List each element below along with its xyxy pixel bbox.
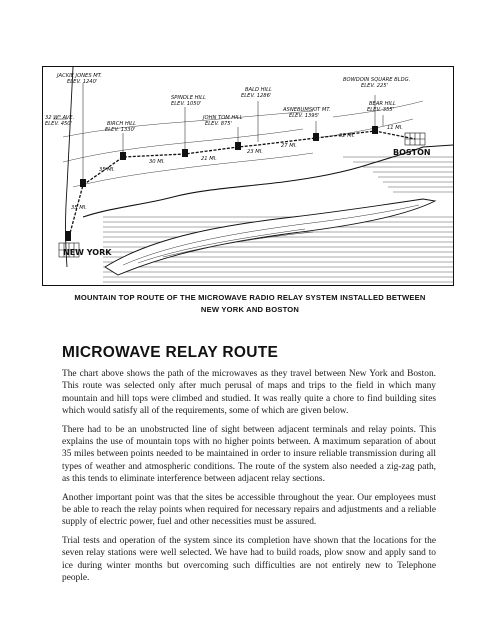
label-bear-elev: ELEV. 355' <box>367 107 395 113</box>
label-bald-hill: BALD HILL <box>245 87 272 93</box>
label-spindle-elev: ELEV. 1050' <box>171 101 202 107</box>
label-john-tom: JOHN TOM HILL <box>203 115 243 121</box>
label-street: 32 Wᴺ AVE. <box>45 115 75 121</box>
label-jackie-jones: JACKIE JONES MT. <box>57 73 102 79</box>
paragraph: Trial tests and operation of the system since its completion have shown that the locations for the seven relay stations were well selected. We have had to build roads, plow snow and apply sand to ice during winter months but overcoming such difficulties are not entirely new to Telephone people. <box>62 535 436 584</box>
distance-label: 35 MI. <box>99 167 115 173</box>
label-birch-hill: BIRCH HILL <box>107 121 137 127</box>
label-birch-elev: ELEV. 1330' <box>105 127 136 133</box>
section-heading: MICROWAVE RELAY ROUTE <box>62 344 279 361</box>
relay-route-map <box>42 66 454 286</box>
distance-label: 30 MI. <box>149 159 165 165</box>
label-new-york: NEW YORK <box>63 248 112 257</box>
body-text <box>62 368 436 591</box>
label-bald-elev: ELEV. 1286' <box>241 93 272 99</box>
label-leaders <box>53 83 383 179</box>
paragraph: The chart above shows the path of the microwaves as they travel between New York and Boston. This route was selected only after much perusal of maps and trips to the field in which many mountain and hill tops were climbed and studied. It was really quite a chore to find building sites which would satisfy all of the requirements, some of which are given below. <box>62 369 436 417</box>
label-john-tom-elev: ELEV. 875' <box>205 121 233 127</box>
map-illustration <box>43 67 453 285</box>
distance-label: 32 MI. <box>339 133 355 139</box>
distance-label: 35 MI. <box>71 205 87 211</box>
label-jackie-elev: ELEV. 1240' <box>67 79 98 85</box>
distance-label: 27 MI. <box>281 143 297 149</box>
label-spindle-hill: SPINDLE HILL <box>171 95 206 101</box>
label-bear-hill: BEAR HILL <box>369 101 396 107</box>
paragraph: There had to be an unobstructed line of sight between adjacent terminals and relay points. This explains the use of mountain tops with no higher points between. A maximum separation of about 35 miles between points needed to be maintained in order to insure reliable transmission during all types of weather and atmospheric conditions. The route of the system also needed a zig-zag path, as this tends to eliminate interference between adjacent relay sections. <box>62 424 436 485</box>
map-caption <box>40 292 460 316</box>
distance-label: 23 MI. <box>247 149 263 155</box>
label-bowdoin-elev: ELEV. 225' <box>361 83 389 89</box>
label-boston: BOSTON <box>393 148 431 157</box>
label-asnebumskit: ASNEBUMSKIT MT. <box>283 107 331 113</box>
label-bowdoin: BOWDOIN SQUARE BLDG. <box>343 77 411 83</box>
land-contours <box>63 101 423 187</box>
label-street-elev: ELEV. 450' <box>45 121 73 127</box>
distance-label: 21 MI. <box>201 156 217 162</box>
distance-label: 11 MI. <box>387 125 403 131</box>
paragraph: Another important point was that the sites be accessible throughout the year. Our employees must be able to reach the relay points when required for necessary repairs and adjustments and a reliable supply of electric power, fuel and other necessities must be assured. <box>62 492 436 528</box>
boston-city-block <box>405 133 425 145</box>
caption-line-2: NEW YORK AND BOSTON <box>200 305 300 314</box>
caption-line-1: MOUNTAIN TOP ROUTE OF THE MICROWAVE RADIO RELAY SYSTEM INSTALLED BETWEEN <box>74 293 426 302</box>
label-asnebumskit-elev: ELEV. 1395' <box>289 113 320 119</box>
